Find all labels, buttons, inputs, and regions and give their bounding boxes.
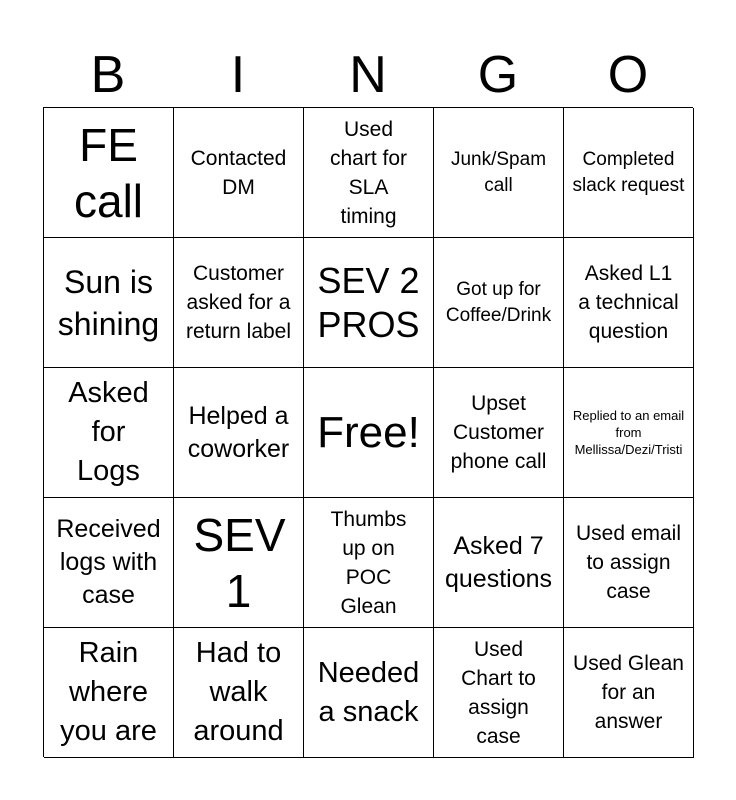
bingo-cell[interactable]: Rain where you are [44, 628, 174, 758]
bingo-cell[interactable]: Used Glean for an answer [564, 628, 694, 758]
bingo-cell[interactable]: Asked for Logs [44, 368, 174, 498]
bingo-cell[interactable]: Junk/Spam call [434, 108, 564, 238]
bingo-cell[interactable]: Asked 7 questions [434, 498, 564, 628]
bingo-card [43, 107, 693, 757]
bingo-cell[interactable]: Used email to assign case [564, 498, 694, 628]
bingo-cell[interactable]: Asked L1 a technical question [564, 238, 694, 368]
header-letter-b: B [90, 46, 126, 104]
bingo-cell[interactable]: Completed slack request [564, 108, 694, 238]
bingo-cell[interactable]: Thumbs up on POC Glean [304, 498, 434, 628]
bingo-cell[interactable]: Used Chart to assign case [434, 628, 564, 758]
header-letter-i: I [230, 46, 246, 104]
header-letter-o: O [607, 46, 649, 104]
bingo-cell[interactable]: Upset Customer phone call [434, 368, 564, 498]
bingo-cell[interactable]: FE call [44, 108, 174, 238]
bingo-cell[interactable]: Had to walk around [174, 628, 304, 758]
free-space-cell[interactable]: Free! [304, 368, 434, 498]
header-letter-n: N [349, 46, 387, 104]
bingo-cell[interactable]: Sun is shining [44, 238, 174, 368]
header-letter-g: G [477, 46, 519, 104]
bingo-cell[interactable]: Replied to an email from Mellissa/Dezi/Tristi [564, 368, 694, 498]
bingo-cell[interactable]: SEV 1 [174, 498, 304, 628]
bingo-cell[interactable]: Received logs with case [44, 498, 174, 628]
bingo-cell[interactable]: SEV 2 PROS [304, 238, 434, 368]
bingo-cell[interactable]: Helped a coworker [174, 368, 304, 498]
bingo-cell[interactable]: Customer asked for a return label [174, 238, 304, 368]
bingo-cell[interactable]: Used chart for SLA timing [304, 108, 434, 238]
bingo-header [43, 42, 693, 108]
bingo-cell[interactable]: Got up for Coffee/Drink [434, 238, 564, 368]
bingo-cell[interactable]: Needed a snack [304, 628, 434, 758]
bingo-cell[interactable]: Contacted DM [174, 108, 304, 238]
